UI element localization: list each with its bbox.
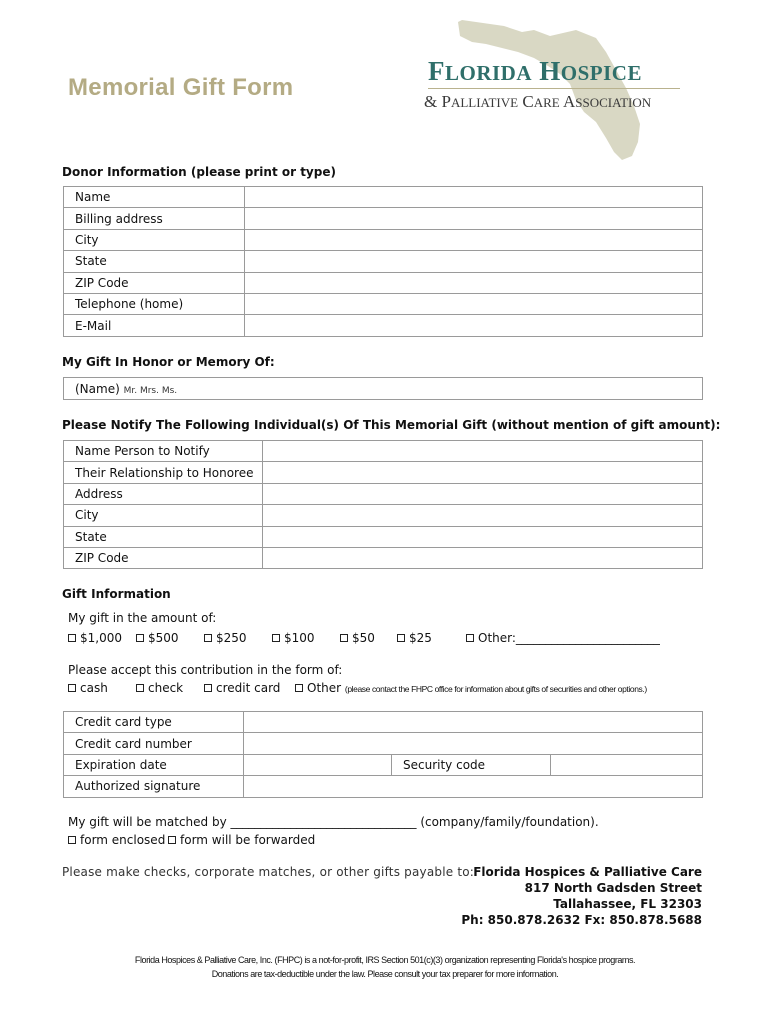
city-field[interactable] (245, 229, 703, 250)
footer-note (0, 953, 770, 981)
notify-table (63, 440, 703, 569)
checkbox[interactable] (136, 634, 144, 642)
honoree-name-field[interactable] (64, 378, 703, 400)
table-row (64, 293, 703, 314)
row-label: Credit card type (64, 712, 244, 733)
checkbox[interactable] (295, 684, 303, 692)
row-label: Their Relationship to Honoree (64, 462, 263, 483)
row-label: Credit card number (64, 733, 244, 754)
zip-code-field[interactable] (245, 272, 703, 293)
table-row (64, 483, 703, 504)
honoree-name-label: (Name) (75, 381, 120, 396)
row-label: Name (64, 187, 245, 208)
amount-option-500[interactable]: $500 (136, 631, 179, 645)
table-row (64, 733, 703, 754)
footer-line: Donations are tax-deductible under the law. Please consult your tax preparer for more information. (211, 969, 559, 979)
relationship-field[interactable] (263, 462, 703, 483)
table-row (64, 547, 703, 568)
table-row (64, 712, 703, 733)
checkbox[interactable] (397, 634, 405, 642)
checkbox[interactable] (272, 634, 280, 642)
checkbox[interactable] (204, 684, 212, 692)
row-label: Security code (392, 754, 551, 775)
table-row (64, 378, 703, 400)
credit-card-number-field[interactable] (244, 733, 703, 754)
checkbox[interactable] (68, 836, 76, 844)
credit-card-type-field[interactable] (244, 712, 703, 733)
table-row (64, 776, 703, 797)
table-row (64, 315, 703, 336)
mailing-address (461, 864, 702, 928)
row-label: State (64, 526, 263, 547)
logo-divider (428, 88, 680, 89)
row-label: Address (64, 483, 263, 504)
row-label: ZIP Code (64, 272, 245, 293)
gift-section-heading: Gift Information (62, 587, 171, 601)
payment-form-label: Please accept this contribution in the form of: (68, 663, 343, 677)
checkbox[interactable] (340, 634, 348, 642)
row-label: Authorized signature (64, 776, 244, 797)
notify-address-field[interactable] (263, 483, 703, 504)
row-label: Name Person to Notify (64, 441, 263, 462)
florida-map-graphic (456, 18, 656, 163)
row-label: Telephone (home) (64, 293, 245, 314)
notify-city-field[interactable] (263, 505, 703, 526)
expiration-date-field[interactable] (244, 754, 392, 775)
form-forwarded-option[interactable]: form will be forwarded (168, 833, 315, 847)
address-line: 817 North Gadsden Street (524, 881, 702, 895)
state-field[interactable] (245, 251, 703, 272)
notify-name-field[interactable] (263, 441, 703, 462)
address-line: Ph: 850.878.2632 Fx: 850.878.5688 (461, 913, 702, 927)
footer-line: Florida Hospices & Palliative Care, Inc. (FHPC) is a not-for-profit, IRS Section 501(c)(3) organization representing Florida's hospice programs. (134, 955, 636, 965)
amount-option-other[interactable]: Other:________________________ (466, 631, 660, 645)
honoree-table (63, 377, 703, 400)
donor-info-table (63, 186, 703, 337)
other-payment-note: (please contact the FHPC office for information about gifts of securities and other options.) (344, 684, 647, 694)
row-label: State (64, 251, 245, 272)
row-label: ZIP Code (64, 547, 263, 568)
email-field[interactable] (245, 315, 703, 336)
table-row (64, 208, 703, 229)
amount-option-25[interactable]: $25 (397, 631, 432, 645)
authorized-signature-field[interactable] (244, 776, 703, 797)
checkbox[interactable] (466, 634, 474, 642)
notify-zip-field[interactable] (263, 547, 703, 568)
amount-label: My gift in the amount of: (68, 611, 217, 625)
table-row (64, 251, 703, 272)
table-row (64, 272, 703, 293)
organization-logo (420, 18, 690, 163)
honoree-title-options: Mr. Mrs. Ms. (123, 385, 178, 396)
payment-check-option[interactable]: check (136, 681, 183, 695)
checkbox[interactable] (204, 634, 212, 642)
amount-option-1000[interactable]: $1,000 (68, 631, 122, 645)
name-field[interactable] (245, 187, 703, 208)
form-enclosed-option[interactable]: form enclosed (68, 833, 165, 847)
table-row (64, 229, 703, 250)
checkbox[interactable] (68, 634, 76, 642)
address-line: Tallahassee, FL 32303 (553, 897, 702, 911)
checkbox[interactable] (136, 684, 144, 692)
notify-state-field[interactable] (263, 526, 703, 547)
matching-gift-line: My gift will be matched by _______________________________ (company/family/foundation). (68, 815, 599, 829)
table-row (64, 462, 703, 483)
amount-option-100[interactable]: $100 (272, 631, 315, 645)
billing-address-field[interactable] (245, 208, 703, 229)
row-label: City (64, 229, 245, 250)
payment-other-option[interactable]: Other (please contact the FHPC office for information about gifts of securities and other options.) (295, 681, 647, 695)
amount-option-50[interactable]: $50 (340, 631, 375, 645)
checkbox[interactable] (168, 836, 176, 844)
address-line: Florida Hospices & Palliative Care (473, 865, 702, 879)
table-row (64, 754, 703, 775)
payment-credit-card-option[interactable]: credit card (204, 681, 280, 695)
form-title: Memorial Gift Form (68, 74, 294, 101)
telephone-field[interactable] (245, 293, 703, 314)
table-row (64, 505, 703, 526)
table-row (64, 187, 703, 208)
logo-subtitle: & PALLIATIVE CARE ASSOCIATION (424, 92, 652, 111)
payable-to-label: Please make checks, corporate matches, or other gifts payable to: (62, 865, 475, 879)
notify-section-heading: Please Notify The Following Individual(s) Of This Memorial Gift (without mention of gift amount): (62, 418, 721, 432)
donor-section-heading: Donor Information (please print or type) (62, 165, 336, 179)
row-label: E-Mail (64, 315, 245, 336)
amount-option-250[interactable]: $250 (204, 631, 247, 645)
payment-cash-option[interactable]: cash (68, 681, 108, 695)
security-code-field[interactable] (551, 754, 703, 775)
row-label: Expiration date (64, 754, 244, 775)
row-label: Billing address (64, 208, 245, 229)
row-label: City (64, 505, 263, 526)
honor-section-heading: My Gift In Honor or Memory Of: (62, 355, 275, 369)
logo-wordmark: FLORIDA HOSPICE (428, 56, 642, 86)
table-row (64, 441, 703, 462)
checkbox[interactable] (68, 684, 76, 692)
credit-card-table (63, 711, 703, 798)
table-row (64, 526, 703, 547)
